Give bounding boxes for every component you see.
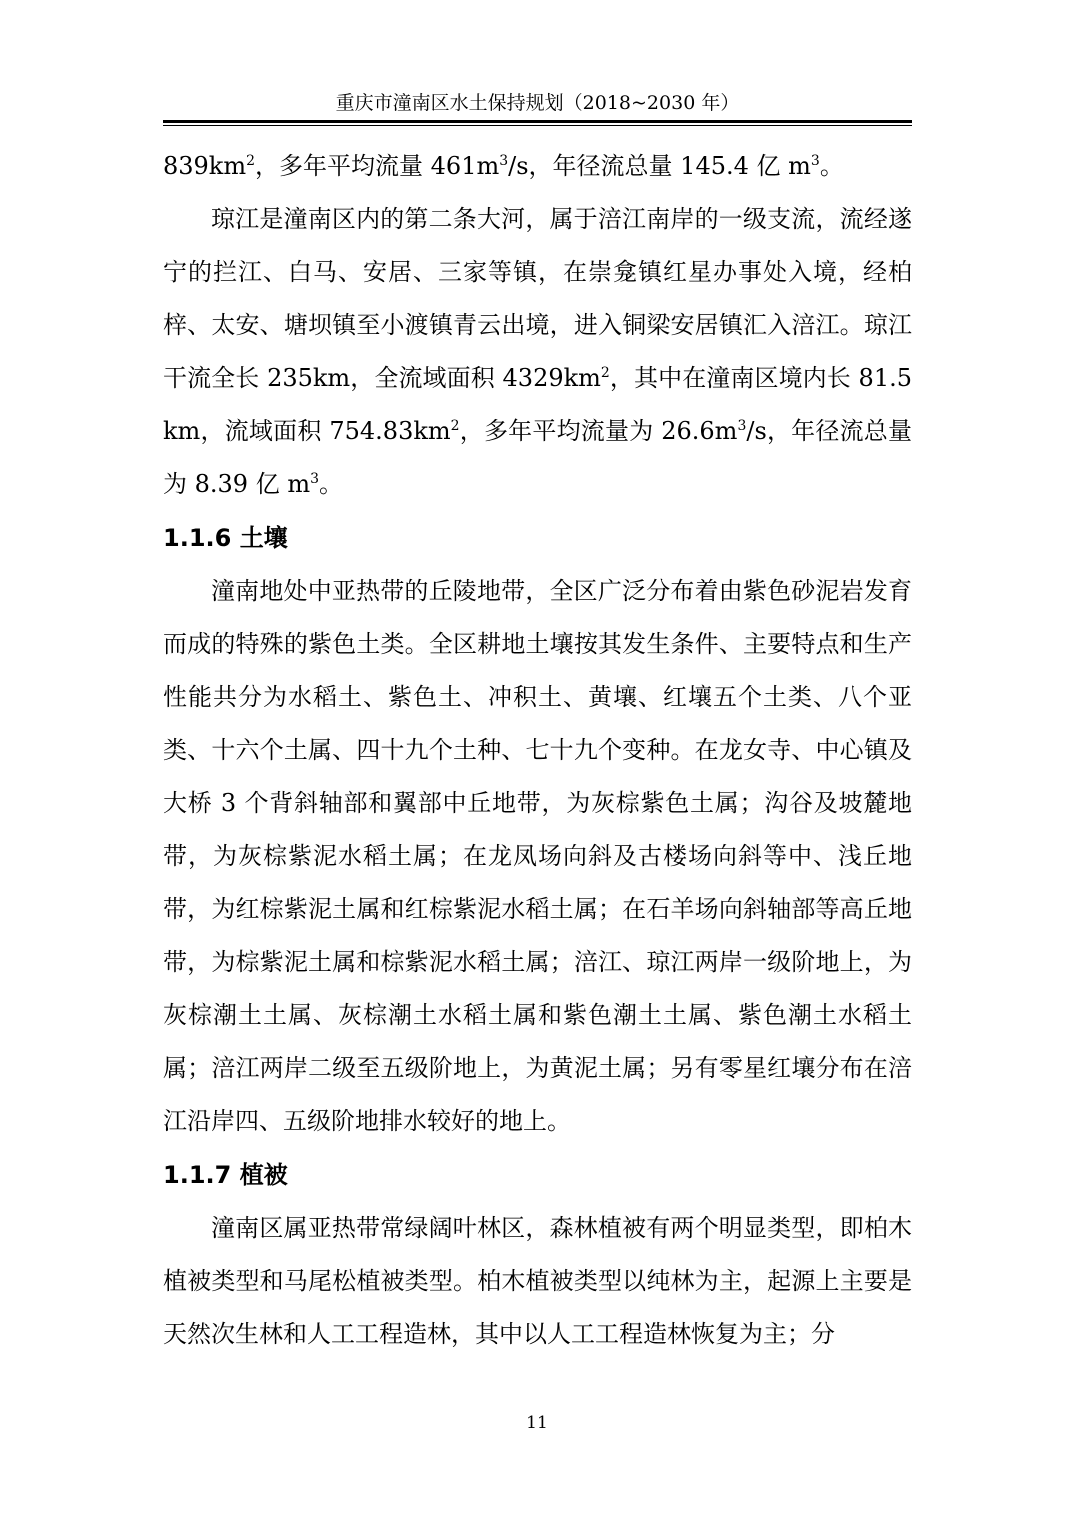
- paragraph-qiongjiang: 琼江是潼南区内的第二条大河，属于涪江南岸的一级支流，流经遂宁的拦江、白马、安居、三家等镇，在崇龛镇红星办事处入境，经柏梓、太安、塘坝镇至小渡镇青云出境，进入铜梁安居镇汇入涪江。琼江干流全长 235km，全流域面积 $4329km^2$，其中在潼南区境内长 81.5km，流域面积 $754.83km^2$，多年平均流量为 $26.6m^3/s$，年径流总量为 8.39 亿 $m^3$。: [163, 205, 912, 498]
- page-header: 重庆市潼南区水土保持规划（2018~2030 年）: [335, 92, 740, 114]
- page-content: [163, 140, 912, 1361]
- section-heading-vegetation: 1.1.7 植被: [163, 1161, 288, 1189]
- paragraph-fujiang-continued: $839km^2$，多年平均流量 $461m^3/s$，年径流总量 145.4 亿 $m^3$。: [163, 152, 844, 180]
- paragraph-vegetation: 潼南区属亚热带常绿阔叶林区，森林植被有两个明显类型，即柏木植被类型和马尾松植被类型。柏木植被类型以纯林为主，起源上主要是天然次生林和人工工程造林，其中以人工工程造林恢复为主；分: [163, 1214, 912, 1348]
- header-rule-thick: [163, 120, 912, 123]
- section-heading-soil: 1.1.6 土壤: [163, 524, 288, 552]
- paragraph-soil: 潼南地处中亚热带的丘陵地带，全区广泛分布着由紫色砂泥岩发育而成的特殊的紫色土类。全区耕地土壤按其发生条件、主要特点和生产性能共分为水稻土、紫色土、冲积土、黄壤、红壤五个土类、八个亚类、十六个土属、四十九个土种、七十九个变种。在龙女寺、中心镇及大桥 3 个背斜轴部和翼部中丘地带，为灰棕紫色土属；沟谷及坡麓地带，为灰棕紫泥水稻土属；在龙凤场向斜及古楼场向斜等中、浅丘地带，为红棕紫泥土属和红棕紫泥水稻土属；在石羊场向斜轴部等高丘地带，为棕紫泥土属和棕紫泥水稻土属；涪江、琼江两岸一级阶地上，为灰棕潮土土属、灰棕潮土水稻土属和紫色潮土土属、紫色潮土水稻土属；涪江两岸二级至五级阶地上，为黄泥土属；另有零星红壤分布在涪江沿岸四、五级阶地排水较好的地上。: [163, 577, 912, 1135]
- page-number: 11: [526, 1413, 548, 1433]
- header-rule-thin: [163, 125, 912, 126]
